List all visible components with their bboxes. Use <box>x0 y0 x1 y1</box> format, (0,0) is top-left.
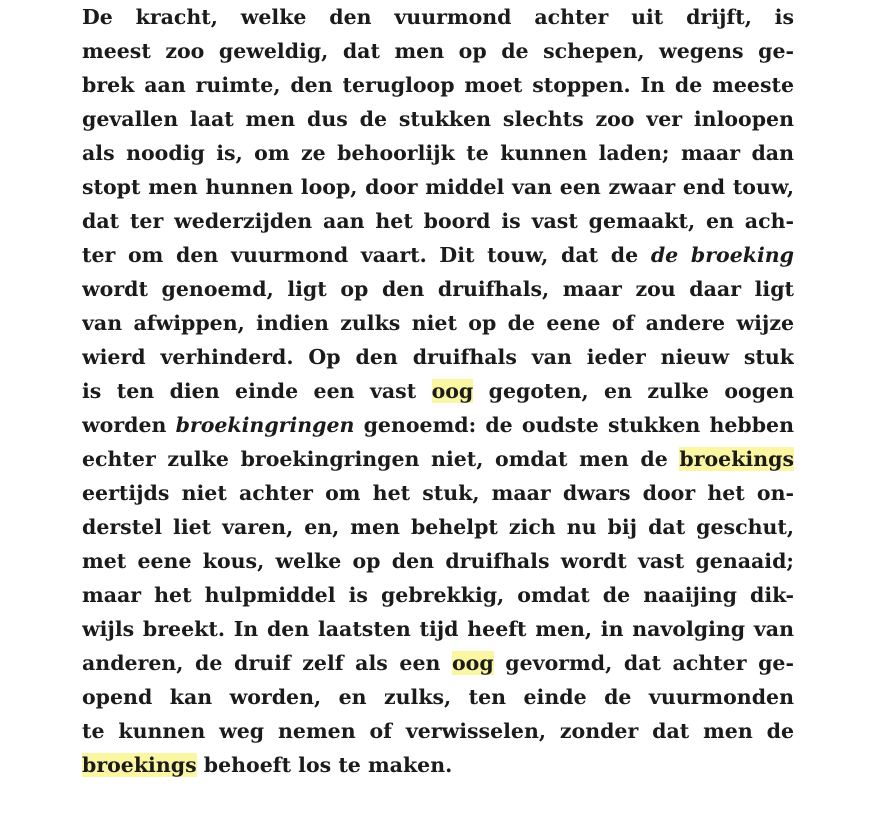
highlighted-term: broekings <box>679 447 794 471</box>
text-line <box>82 612 794 646</box>
text-line <box>82 748 794 782</box>
text-segment: maar het hulpmiddel is gebrekkig, omdat de naaijing dik- <box>82 583 794 607</box>
text-line <box>82 578 794 612</box>
text-segment: eertijds niet achter om het stuk, maar dwars door het on- <box>82 481 794 505</box>
text-segment: genoemd: de oudste stukken hebben <box>354 413 794 437</box>
text-line <box>82 170 794 204</box>
text-line <box>82 510 794 544</box>
text-line <box>82 204 794 238</box>
highlighted-term: oog <box>452 651 494 675</box>
text-segment: ter om den vuurmond vaart. Dit touw, dat de <box>82 243 651 267</box>
text-line <box>82 340 794 374</box>
text-segment: dat ter wederzijden aan het boord is vast gemaakt, en ach- <box>82 209 794 233</box>
italic-term: broekingringen <box>175 413 355 437</box>
text-segment: De kracht, welke den vuurmond achter uit drijft, is <box>82 5 794 29</box>
text-line <box>82 680 794 714</box>
text-line <box>82 646 794 680</box>
text-segment: te kunnen weg nemen of verwisselen, zonder dat men de <box>82 719 794 743</box>
text-line <box>82 34 794 68</box>
text-line <box>82 68 794 102</box>
text-line <box>82 0 794 34</box>
text-segment: wijls breekt. In den laatsten tijd heeft men, in navolging van <box>82 617 794 641</box>
text-segment: gevormd, dat achter ge- <box>493 651 794 675</box>
text-segment: stopt men hunnen loop, door middel van een zwaar end touw, <box>82 175 794 199</box>
text-line <box>82 306 794 340</box>
text-segment: derstel liet varen, en, men behelpt zich nu bij dat geschut, <box>82 515 794 539</box>
text-segment: wierd verhinderd. Op den druifhals van ieder nieuw stuk <box>82 345 794 369</box>
text-segment: brek aan ruimte, den terugloop moet stoppen. In de meeste <box>82 73 794 97</box>
text-segment: gevallen laat men dus de stukken slechts zoo ver inloopen <box>82 107 794 131</box>
text-segment: van afwippen, indien zulks niet op de eene of andere wijze <box>82 311 794 335</box>
text-segment: is ten dien einde een vast <box>82 379 432 403</box>
text-line <box>82 714 794 748</box>
text-line <box>82 408 794 442</box>
text-segment: als noodig is, om ze behoorlijk te kunnen laden; maar dan <box>82 141 794 165</box>
text-line <box>82 476 794 510</box>
text-line <box>82 238 794 272</box>
text-line <box>82 272 794 306</box>
text-segment: opend kan worden, en zulks, ten einde de vuurmonden <box>82 685 794 709</box>
highlighted-term: broekings <box>82 753 197 777</box>
text-segment: meest zoo geweldig, dat men op de schepen, wegens ge- <box>82 39 794 63</box>
text-segment: anderen, de druif zelf als een <box>82 651 452 675</box>
text-line <box>82 544 794 578</box>
text-line <box>82 374 794 408</box>
text-segment: echter zulke broekingringen niet, omdat men de <box>82 447 680 471</box>
text-segment: wordt genoemd, ligt op den druifhals, maar zou daar ligt <box>82 277 794 301</box>
text-line <box>82 102 794 136</box>
text-line <box>82 442 794 476</box>
text-segment: met eene kous, welke op den druifhals wordt vast genaaid; <box>82 549 794 573</box>
highlighted-term: oog <box>431 379 474 403</box>
body-paragraph <box>82 0 794 782</box>
text-segment: behoeft los te maken. <box>196 753 453 777</box>
text-line <box>82 136 794 170</box>
italic-term: de broeking <box>650 243 794 267</box>
text-segment: worden <box>82 413 176 437</box>
text-segment: gegoten, en zulke oogen <box>473 379 794 403</box>
